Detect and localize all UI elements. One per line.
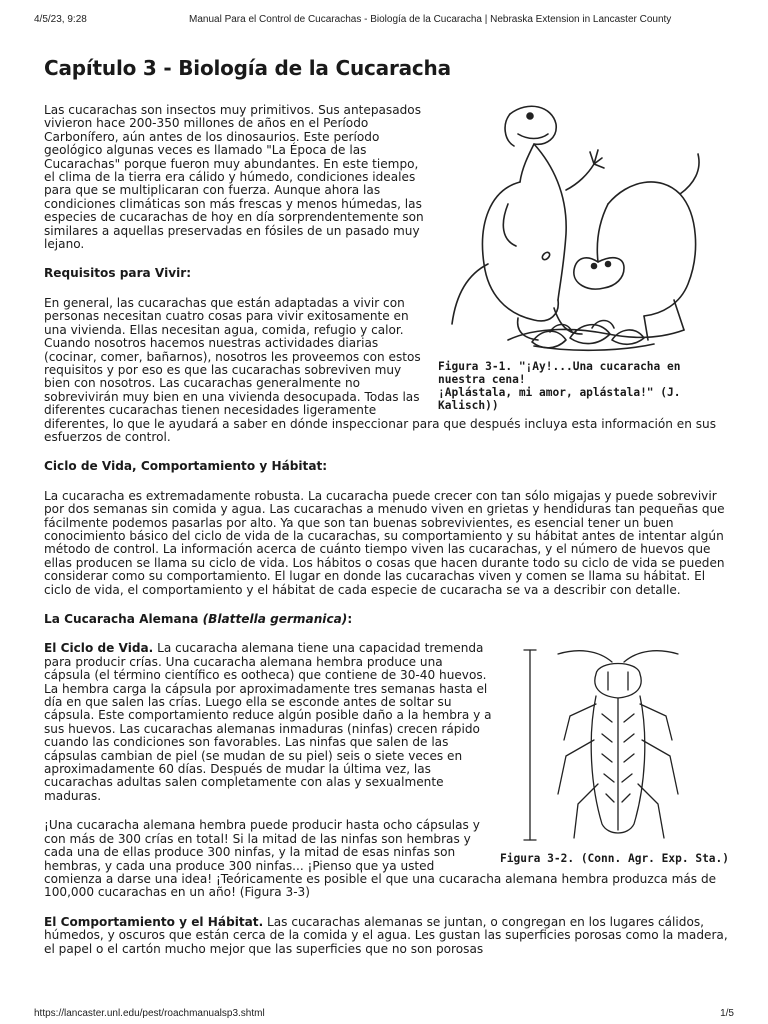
print-page-title: Manual Para el Control de Cucarachas - Biología de la Cucaracha | Nebraska Extension in Lancaster County [189, 14, 672, 25]
ciclo-heading: Ciclo de Vida, Comportamiento y Hábitat: [44, 459, 328, 474]
german-cockroach-illustration [518, 644, 718, 844]
figure-3-1-caption: Figura 3-1. "¡Ay!...Una cucaracha en nuestra cena! ¡Aplástala, mi amor, aplástala!" (J. Kalisch)) [438, 360, 681, 412]
figure-3-2-caption: Figura 3-2. (Conn. Agr. Exp. Sta.) [500, 852, 730, 866]
requisitos-heading: Requisitos para Vivir: [44, 266, 192, 281]
dinosaur-cockroach-illustration [448, 94, 708, 356]
comportamiento-paragraph: El Comportamiento y el Hábitat. Las cucarachas alemanas se juntan, o congregan en los lugares cálidos, húmedos, y oscuros que están cerca de la comida y el agua. Les gustan las superficies porosas como la madera, el papel o el cartón mucho mejor que las superficies que no son porosas [44, 914, 728, 956]
print-url: https://lancaster.unl.edu/pest/roachmanualsp3.shtml [34, 1008, 265, 1019]
intro-paragraph: Las cucarachas son insectos muy primitivos. Sus antepasados vivieron hace 200-350 millones de años en el Período Carbonífero, aún antes de los dinosaurios. Este período geológico algunas veces es llamado "La Época de las Cucarachas" porque fueron muy abundantes. En este tiempo, el clima de la tierra era cálido y húmedo, condiciones ideales para que se multiplicaran con fuerza. Aunque ahora las condiciones climáticas son más frescas y menos húmedas, las especies de cucarachas de hoy en día sorprendentemente son similares a aquellas preservadas en fósiles de un pasado muy lejano. [44, 103, 424, 252]
chapter-title: Capítulo 3 - Biología de la Cucaracha [44, 56, 451, 80]
page-number: 1/5 [720, 1008, 734, 1019]
print-datetime: 4/5/23, 9:28 [34, 14, 87, 25]
article-content [44, 56, 730, 972]
reproduccion-paragraph: ¡Una cucaracha alemana hembra puede producir hasta ocho cápsulas y con más de 300 crías en total! Si la mitad de las ninfas son hembras y cada una de ellas produce 300 ninfas, y la mitad de esas ninfas son hembras, y cada una produce 300 ninfas... ¡Pienso que ya usted comienza a darse una idea! ¡Teóricamente es posible el que una cucaracha alemana hembra produzca más de 100,000 cucarachas en un año! (Figura 3-3) [44, 818, 717, 900]
requisitos-paragraph: En general, las cucarachas que están adaptadas a vivir con personas necesitan cuatro cosas para vivir exitosamente en una vivienda. Ellas necesitan agua, comida, refugio y calor. Cuando nosotros hacemos nuestras actividades diarias (cocinar, comer, bañarnos), nosotros les proveemos con estos requisitos y por eso es que las cucarachas sobreviven muy bien con nosotros. Las cucarachas generalmente no sobrevivirán muy bien en una vivienda desocupada. Todas las diferentes cucarachas tienen necesidades ligeramente diferentes, lo que le ayudará a saber en dónde inspeccionar para que después incluya esta información en sus esfuerzos de control. [44, 295, 716, 444]
figure-3-2 [500, 644, 730, 865]
ciclo-vida-paragraph: El Ciclo de Vida. La cucaracha alemana tiene una capacidad tremenda para producir crías. Una cucaracha alemana hembra produce una cápsula (el término científico es ootheca) que contiene de 30-40 huevos. La hembra carga la cápsula por aproximadamente tres semanas hasta el día en que salen las crías. Luego ella se esconde antes de soltar su cápsula. Este comportamiento reduce algún posible daño a la hembra y a sus huevos. Las cucarachas alemanas inmaduras (ninfas) crecen rápido cuando las condiciones son favorables. Las ninfas que salen de las cápsulas cambian de piel (se mudan de su piel) seis o siete veces en aproximadamente 60 días. Después de mudar la última vez, las cucarachas adultas salen completamente con alas y sexualmente maduras. [44, 641, 492, 803]
ciclo-paragraph: La cucaracha es extremadamente robusta. La cucaracha puede crecer con tan sólo migajas y puede sobrevivir por dos semanas sin comida y agua. Las cucarachas a menudo viven en grietas y hendiduras tan pequeñas que fácilmente podemos pasarlas por alto. Ya que son tan buenas sobrevivientes, es esencial tener un buen conocimiento básico del ciclo de vida de la cucarachas, su comportamiento y su hábitat antes de intentar algún método de control. La información acerca de cuánto tiempo viven las cucarachas, y el número de huevos que ellas producen se llama su ciclo de vida. Los hábitos o cosas que hacen durante todo su ciclo de vida se pueden considerar como su comportamiento. El lugar en donde las cucarachas viven y comen se llama su hábitat. El ciclo de vida, el comportamiento y el hábitat de cada especie de cucaracha se va a describir con detalle. [44, 488, 725, 597]
figure-3-1 [438, 94, 730, 412]
alemana-heading: La Cucaracha Alemana (Blattella germanica): [44, 612, 353, 626]
